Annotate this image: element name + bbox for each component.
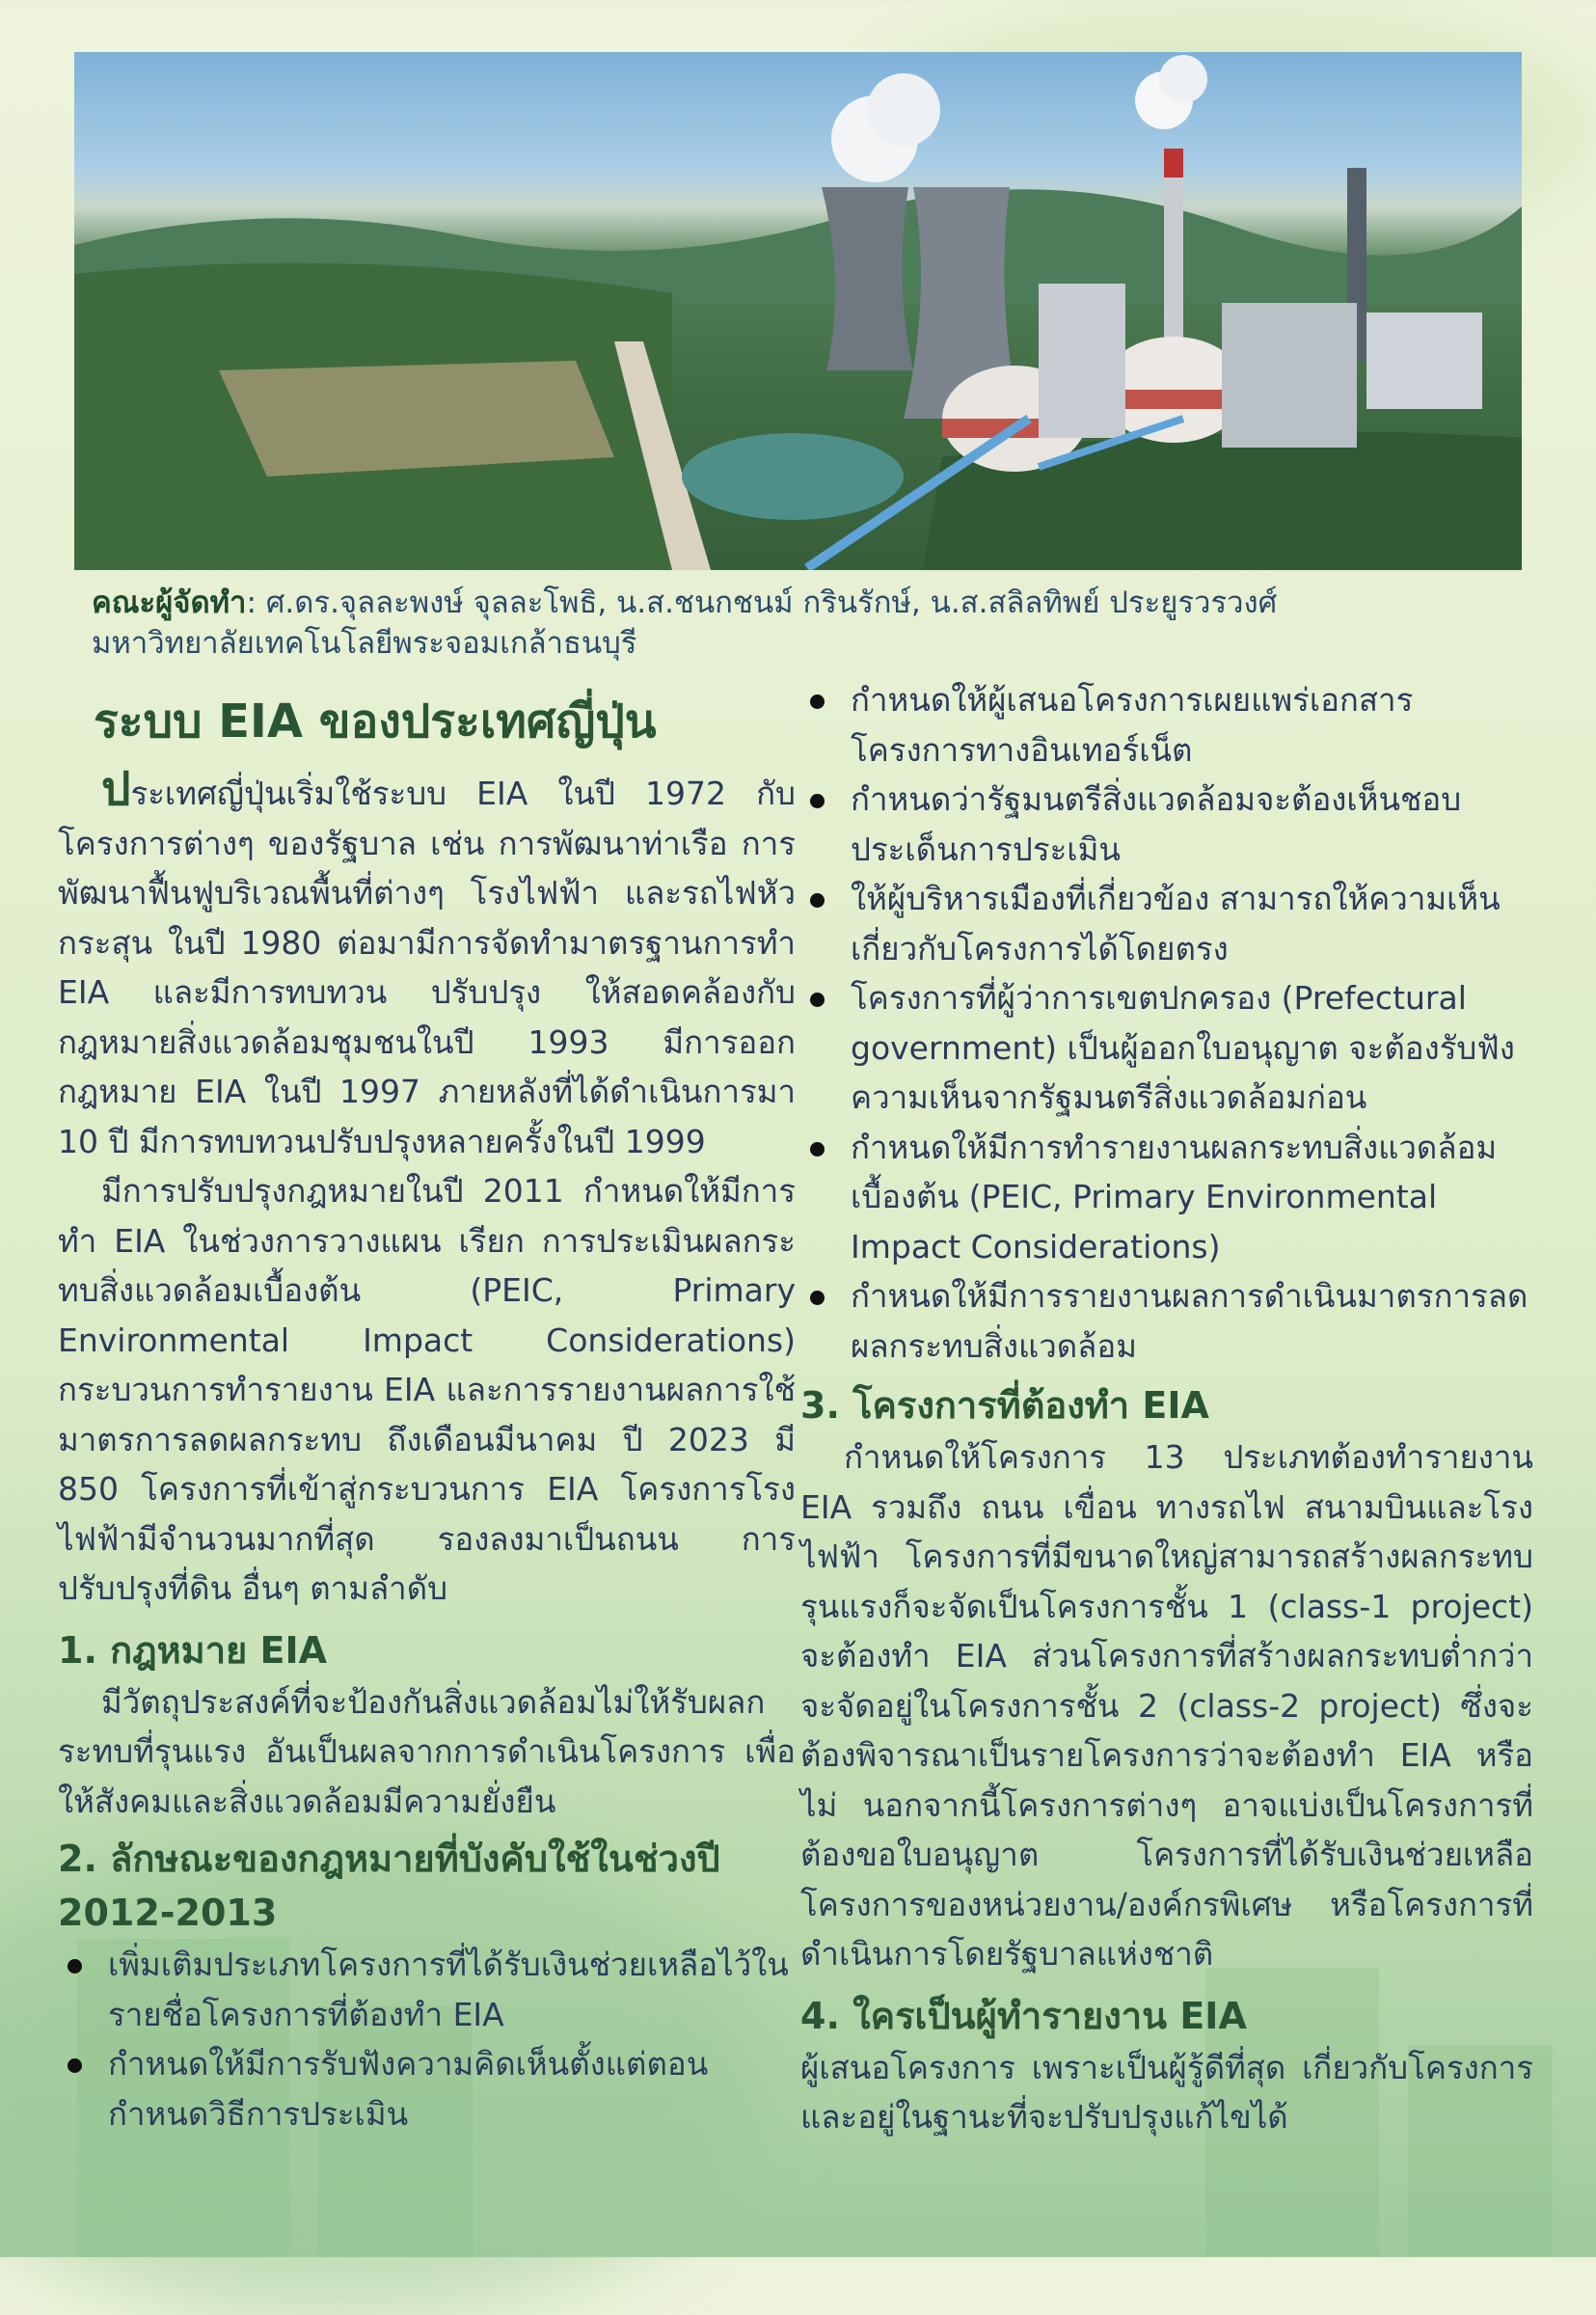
right-column (800, 675, 1533, 2142)
author-names: : ศ.ดร.จุลละพงษ์ จุลละโพธิ, น.ส.ชนกชนม์ กรินรักษ์, น.ส.สลิลทิพย์ ประยูรวรวงศ์ (246, 586, 1278, 620)
section-3-body: กำหนดให้โครงการ 13 ประเภทต้องทำรายงาน EIA รวมถึง ถนน เขื่อน ทางรถไฟ สนามบินและโรงไฟฟ้า โครงการที่มีขนาดใหญ่สามารถสร้างผลกระทบรุนแรงก็จะจัดเป็นโครงการชั้น 1 (class-1 project) จะต้องทำ EIA ส่วนโครงการที่สร้างผลกระทบต่ำกว่า จะจัดอยู่ในโครงการชั้น 2 (class-2 project) ซึ่งจะต้องพิจารณาเป็นรายโครงการว่าจะต้องทำ EIA หรือไม่ นอกจากนี้โครงการต่างๆ อาจแบ่งเป็นโครงการที่ต้องขอใบอนุญาต โครงการที่ได้รับเงินช่วยเหลือ โครงการของหน่วยงาน/องค์กรพิเศษ หรือโครงการที่ดำเนินการโดยรัฐบาลแห่งชาติ (800, 1438, 1533, 1973)
author-line (92, 583, 1500, 623)
institution: มหาวิทยาลัยเทคโนโลยีพระจอมเกล้าธนบุรี (92, 626, 637, 661)
intro-paragraph-1 (58, 762, 796, 1166)
power-plant-photo (74, 52, 1522, 570)
list-item: กำหนดให้มีการทำรายงานผลกระทบสิ่งแวดล้อมเบื้องต้น (PEIC, Primary Environmental Impact Considerations) (800, 1123, 1533, 1272)
power-plant-illustration (74, 52, 1522, 570)
list-item: กำหนดว่ารัฐมนตรีสิ่งแวดล้อมจะต้องเห็นชอบประเด็นการประเมิน (800, 775, 1533, 874)
section-4-body: ผู้เสนอโครงการ เพราะเป็นผู้รู้ดีที่สุด เกี่ยวกับโครงการและอยู่ในฐานะที่จะปรับปรุงแก้ไขได้ (800, 2048, 1533, 2136)
section-1-body: มีวัตถุประสงค์ที่จะป้องกันสิ่งแวดล้อมไม่ให้รับผลกระทบที่รุนแรง อันเป็นผลจากการดำเนินโครงการ เพื่อให้สังคมและสิ่งแวดล้อมมีความยั่งยืน (58, 1682, 796, 1820)
list-item: ให้ผู้บริหารเมืองที่เกี่ยวข้อง สามารถให้ความเห็นเกี่ยวกับโครงการได้โดยตรง (800, 874, 1533, 973)
author-label: คณะผู้จัดทำ (92, 586, 247, 620)
list-item: โครงการที่ผู้ว่าการเขตปกครอง (Prefectural government) เป็นผู้ออกใบอนุญาต จะต้องรับฟังความเห็นจากรัฐมนตรีสิ่งแวดล้อมก่อน (800, 973, 1533, 1123)
section-4-heading: 4. ใครเป็นผู้ทำรายงาน EIA (800, 1994, 1247, 2037)
list-item: กำหนดให้มีการรับฟังความคิดเห็นตั้งแต่ตอนกำหนดวิธีการประเมิน (58, 2039, 796, 2138)
intro-paragraph-1-text: ระเทศญี่ปุ่นเริ่มใช้ระบบ EIA ในปี 1972 กับโครงการต่างๆ ของรัฐบาล เช่น การพัฒนาท่าเรือ การพัฒนาฟื้นฟูบริเวณพื้นที่ต่างๆ โรงไฟฟ้า และรถไฟหัวกระสุน ในปี 1980 ต่อมามีการจัดทำมาตรฐานการทำ EIA และมีการทบทวน ปรับปรุง ให้สอดคล้องกับกฎหมายสิ่งแวดล้อมชุมชนในปี 1993 มีการออกกฎหมาย EIA ในปี 1997 ภายหลังที่ได้ดำเนินการมา 10 ปี มีการทบทวนปรับปรุงหลายครั้งในปี 1999 (58, 775, 796, 1160)
dropcap: ป (101, 762, 131, 816)
section-2-heading: 2. ลักษณะของกฎหมายที่บังคับใช้ในช่วงปี 2012-2013 (58, 1838, 720, 1934)
page-title: ระบบ EIA ของประเทศญี่ปุ่น (94, 694, 657, 749)
left-column (58, 762, 796, 2138)
section-2-bullets-left (58, 1940, 796, 2138)
section-2-bullets-right (800, 675, 1533, 1371)
section-3-heading: 3. โครงการที่ต้องทำ EIA (800, 1384, 1209, 1427)
intro-paragraph-2: มีการปรับปรุงกฎหมายในปี 2011 กำหนดให้มีการทำ EIA ในช่วงการวางแผน เรียก การประเมินผลกระทบสิ่งแวดล้อมเบื้องต้น (PEIC, Primary Environmental Impact Considerations) กระบวนการทำรายงาน EIA และการรายงานผลการใช้มาตรการลดผลกระทบ ถึงเดือนมีนาคม ปี 2023 มี 850 โครงการที่เข้าสู่กระบวนการ EIA โครงการโรงไฟฟ้ามีจำนวนมากที่สุด รองลงมาเป็นถนน การปรับปรุงที่ดิน อื่นๆ ตามลำดับ (58, 1172, 796, 1607)
list-item: กำหนดให้ผู้เสนอโครงการเผยแพร่เอกสารโครงการทางอินเทอร์เน็ต (800, 675, 1533, 775)
author-caption (92, 583, 1500, 664)
list-item: เพิ่มเติมประเภทโครงการที่ได้รับเงินช่วยเหลือไว้ในรายชื่อโครงการที่ต้องทำ EIA (58, 1940, 796, 2039)
section-1-heading: 1. กฎหมาย EIA (58, 1628, 328, 1672)
list-item: กำหนดให้มีการรายงานผลการดำเนินมาตรการลดผลกระทบสิ่งแวดล้อม (800, 1271, 1533, 1371)
